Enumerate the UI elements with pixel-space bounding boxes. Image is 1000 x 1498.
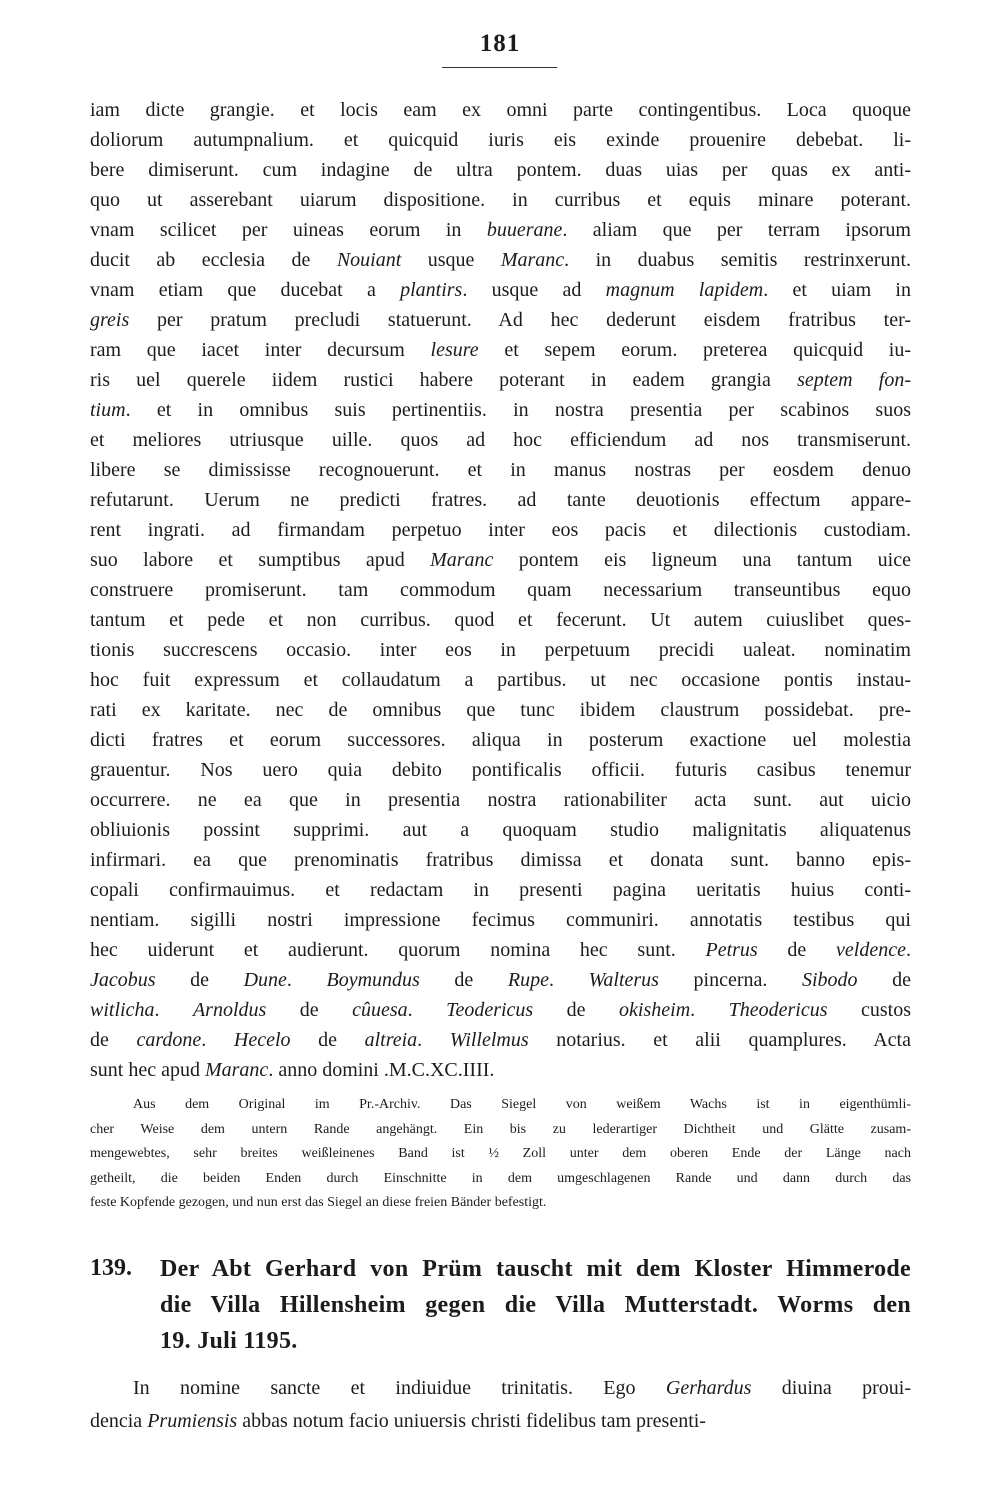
italic-name: Maranc bbox=[204, 1059, 269, 1081]
italic-name: Nouiant bbox=[336, 249, 402, 271]
text-run: grauentur. Nos uero quia debito pontificalis officii. futuris casibus tenemur bbox=[90, 759, 911, 781]
italic-name: Petrus bbox=[705, 939, 758, 961]
text-run: per pratum precludi statuerunt. Ad hec dederunt eisdem fratribus ter- bbox=[129, 309, 911, 331]
text-run: de bbox=[90, 1029, 137, 1051]
text-line bbox=[90, 93, 911, 127]
text-run: sunt hec apud bbox=[90, 1059, 205, 1081]
italic-name: Jacobus bbox=[90, 969, 156, 991]
text-run: . bbox=[906, 939, 911, 961]
text-run: tionis succrescens occasio. inter eos in perpetuum precidi ualeat. nominatim bbox=[90, 639, 911, 661]
text-line bbox=[90, 933, 911, 967]
text-line bbox=[90, 663, 911, 697]
text-run: ducit ab ecclesia de bbox=[90, 249, 337, 271]
text-run: notarius. et alii quamplures. Acta bbox=[528, 1029, 911, 1051]
page-number-rule bbox=[442, 67, 557, 68]
text-line bbox=[90, 543, 911, 577]
text-run: ram que iacet inter decursum bbox=[90, 339, 431, 361]
text-line bbox=[90, 183, 911, 217]
text-run: . bbox=[201, 1029, 234, 1051]
italic-name: Prumiensis bbox=[147, 1410, 238, 1432]
italic-name: lesure bbox=[430, 339, 479, 361]
text-line bbox=[90, 153, 911, 187]
text-run: libere se dimississe recognouerunt. et in manus nostras per eosdem denuo bbox=[90, 459, 911, 481]
footnote-line: mengewebtes, sehr breites weißleinenes Band ist ½ Zoll unter dem oberen Ende der Länge nach bbox=[90, 1146, 911, 1161]
text-run: ris uel querele iidem rustici habere poterant in eadem grangia bbox=[90, 369, 798, 391]
text-line bbox=[90, 633, 911, 667]
text-line bbox=[90, 333, 911, 367]
text-line bbox=[90, 993, 911, 1027]
text-run: et sepem eorum. preterea quicquid iu- bbox=[478, 339, 911, 361]
text-run: iam dicte grangie. et locis eam ex omni parte contingentibus. Loca quoque bbox=[90, 99, 911, 121]
text-run: . et uiam in bbox=[763, 279, 911, 301]
text-run: bere dimiserunt. cum indagine de ultra pontem. duas uias per quas ex anti- bbox=[90, 159, 911, 181]
text-line bbox=[90, 1404, 911, 1438]
text-run: . et in omnibus suis pertinentiis. in nostra presentia per scabinos suos bbox=[125, 399, 911, 421]
italic-name: cûuesa bbox=[352, 999, 408, 1021]
text-run: pontem eis ligneum una tantum uice bbox=[493, 549, 911, 571]
text-line bbox=[90, 483, 911, 517]
text-line bbox=[90, 363, 911, 397]
heading-line: die Villa Hillensheim gegen die Villa Mutterstadt. Worms den bbox=[160, 1292, 911, 1318]
text-line bbox=[90, 873, 911, 907]
italic-name: Maranc bbox=[500, 249, 565, 271]
text-run: copali confirmauimus. et redactam in presenti pagina ueritatis huius conti- bbox=[90, 879, 911, 901]
italic-name: Teodericus bbox=[446, 999, 534, 1021]
text-line bbox=[90, 123, 911, 157]
text-line bbox=[90, 813, 911, 847]
footnote-line: cher Weise dem untern Rande angehängt. Ein bis zu lederartiger Dichtheit und Glätte zusam- bbox=[90, 1121, 911, 1137]
text-run: de bbox=[533, 999, 620, 1021]
text-line bbox=[90, 903, 911, 937]
italic-name: Walterus bbox=[588, 969, 659, 991]
text-run: refutarunt. Uerum ne predicti fratres. ad tante deuotionis effectum appare- bbox=[90, 489, 911, 511]
text-run: de bbox=[857, 969, 912, 991]
text-run: usque bbox=[401, 249, 501, 271]
italic-name: Theodericus bbox=[728, 999, 828, 1021]
text-run: In nomine sancte et indiuidue trinitatis. Ego bbox=[133, 1377, 666, 1399]
italic-name: buuerane bbox=[486, 219, 563, 241]
text-line bbox=[90, 423, 911, 457]
footnote-line: feste Kopfende gezogen, und nun erst das Siegel an diese freien Bänder befestigt. bbox=[90, 1195, 547, 1210]
text-run: de bbox=[266, 999, 353, 1021]
text-run: rati ex karitate. nec de omnibus que tunc ibidem claustrum possidebat. pre- bbox=[90, 699, 911, 721]
text-run: hoc fuit expressum et collaudatum a partibus. ut nec occasione pontis instau- bbox=[90, 669, 911, 691]
italic-name: plantirs bbox=[400, 279, 463, 301]
text-run: custos bbox=[827, 999, 911, 1021]
text-run: occurrere. ne ea que in presentia nostra rationabiliter acta sunt. aut uicio bbox=[90, 789, 911, 811]
text-run: vnam scilicet per uineas eorum in bbox=[90, 219, 487, 241]
italic-name: Sibodo bbox=[801, 969, 858, 991]
text-run: vnam etiam que ducebat a bbox=[90, 279, 401, 301]
heading-line: 19. Juli 1195. bbox=[160, 1328, 298, 1354]
text-run: . anno domini .M.C.XC.IIII. bbox=[268, 1059, 495, 1081]
text-run: nentiam. sigilli nostri impressione fecimus communiri. annotatis testibus qui bbox=[90, 909, 911, 931]
text-run: et meliores utriusque uille. quos ad hoc efficiendum ad nos transmiserunt. bbox=[90, 429, 911, 451]
heading-line: Der Abt Gerhard von Prüm tauscht mit dem Kloster Himmerode bbox=[160, 1256, 911, 1282]
text-line bbox=[90, 783, 911, 817]
text-line bbox=[90, 453, 911, 487]
italic-name: Maranc bbox=[430, 549, 494, 571]
italic-name: veldence bbox=[836, 939, 906, 961]
text-run: obliuionis possint supprimi. aut a quoquam studio malignitatis aliquatenus bbox=[90, 819, 911, 841]
page-number: 181 bbox=[479, 30, 521, 57]
footnote-line: getheilt, die beiden Enden durch Einschnitte in dem umgeschlagenen Rande und dann durch das bbox=[90, 1170, 911, 1186]
text-run: . bbox=[548, 969, 589, 991]
italic-name: greis bbox=[90, 309, 130, 331]
text-run: . in duabus semitis restrinxerunt. bbox=[564, 249, 912, 271]
text-run: hec uiderunt et audierunt. quorum nomina hec sunt. bbox=[90, 939, 706, 961]
italic-name: Willelmus bbox=[449, 1029, 529, 1051]
text-run: . usque ad bbox=[462, 279, 606, 301]
text-line bbox=[90, 273, 911, 307]
text-line bbox=[90, 513, 911, 547]
text-line bbox=[90, 753, 911, 787]
text-run: infirmari. ea que prenominatis fratribus dimissa et donata sunt. banno epis- bbox=[90, 849, 911, 871]
text-run: abbas notum facio uniuersis christi fidelibus tam presenti- bbox=[237, 1410, 706, 1432]
italic-name: altreia bbox=[364, 1029, 418, 1051]
text-line bbox=[90, 603, 911, 637]
italic-name: Rupe bbox=[507, 969, 549, 991]
text-line bbox=[90, 723, 911, 757]
italic-name: tium bbox=[90, 399, 126, 421]
text-line bbox=[90, 573, 911, 607]
text-run: . bbox=[407, 999, 447, 1021]
text-run: tantum et pede et non curribus. quod et fecerunt. Ut autem cuiuslibet ques- bbox=[90, 609, 911, 631]
text-run: . bbox=[286, 969, 327, 991]
text-run: . aliam que per terram ipsorum bbox=[562, 219, 911, 241]
text-run: pincerna. bbox=[658, 969, 802, 991]
text-run: . bbox=[690, 999, 729, 1021]
text-run: suo labore et sumptibus apud bbox=[90, 549, 431, 571]
text-line bbox=[90, 243, 911, 277]
text-run: quo ut asserebant uiarum dispositione. in curribus et equis minare poterant. bbox=[90, 189, 911, 211]
text-line bbox=[90, 963, 911, 997]
italic-name: Hecelo bbox=[233, 1029, 291, 1051]
italic-name: cardone bbox=[136, 1029, 202, 1051]
text-line bbox=[90, 393, 911, 427]
text-run: de bbox=[290, 1029, 365, 1051]
text-run: diuina proui- bbox=[751, 1377, 912, 1399]
text-run: . bbox=[154, 999, 193, 1021]
italic-name: witlicha bbox=[90, 999, 155, 1021]
text-line bbox=[90, 213, 911, 247]
italic-name: Dune bbox=[243, 969, 287, 991]
text-line bbox=[90, 1053, 911, 1087]
text-run: de bbox=[419, 969, 508, 991]
document-number: 139. bbox=[90, 1255, 132, 1281]
italic-name: Gerhardus bbox=[665, 1377, 752, 1399]
text-run: rent ingrati. ad firmandam perpetuo inter eos pacis et dilectionis custodiam. bbox=[90, 519, 911, 541]
text-line bbox=[90, 1023, 911, 1057]
footnote-line: Aus dem Original im Pr.-Archiv. Das Siegel von weißem Wachs ist in eigenthümli- bbox=[133, 1097, 911, 1112]
text-run: dicti fratres et eorum successores. aliqua in posterum exactione uel molestia bbox=[90, 729, 911, 751]
text-run: de bbox=[155, 969, 244, 991]
text-run: . bbox=[417, 1029, 450, 1051]
italic-name: septem fon- bbox=[797, 369, 911, 391]
italic-name: Boymundus bbox=[326, 969, 420, 991]
text-run: de bbox=[757, 939, 837, 961]
text-run: doliorum autumpnalium. et quicquid iuris eis exinde prouenire debebat. li- bbox=[90, 129, 911, 151]
text-run: dencia bbox=[90, 1410, 148, 1432]
text-line bbox=[90, 693, 911, 727]
italic-name: Arnoldus bbox=[192, 999, 267, 1021]
italic-name: okisheim bbox=[619, 999, 691, 1021]
text-line bbox=[133, 1371, 911, 1405]
italic-name: magnum lapidem bbox=[605, 279, 764, 301]
text-line bbox=[90, 843, 911, 877]
text-run: construere promiserunt. tam commodum quam necessarium transeuntibus equo bbox=[90, 579, 911, 601]
text-line bbox=[90, 303, 911, 337]
